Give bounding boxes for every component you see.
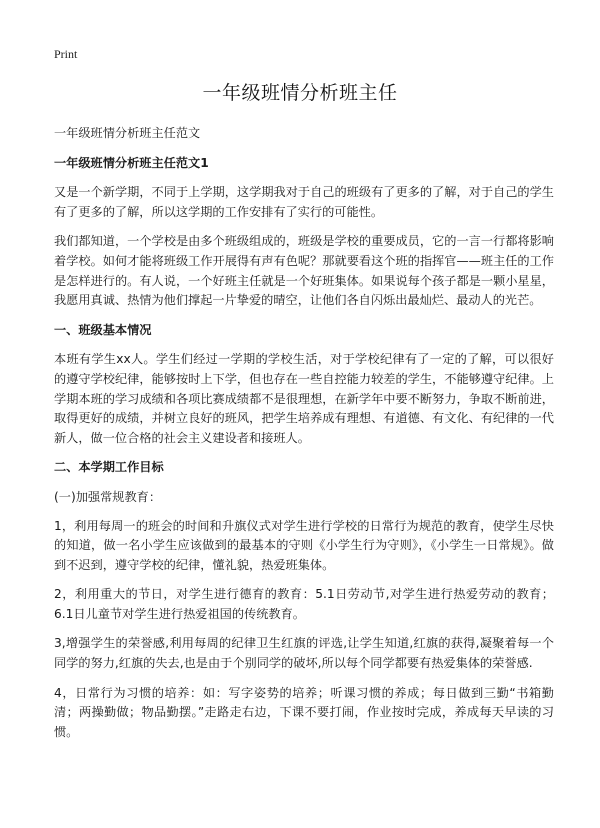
print-label: Print xyxy=(54,47,78,61)
section-heading-fanwen-1: 一年级班情分析班主任范文1 xyxy=(54,155,209,170)
list-item-routine-education: (一)加强常规教育： xyxy=(54,489,162,504)
document-body xyxy=(54,124,554,752)
list-item-3: 3,增强学生的荣誉感,利用每周的纪律卫生红旗的评选,让学生知道,红旗的获得,凝聚着每一个同学的努力,红旗的失去,也是由于个别同学的破坏,所以每个同学都要有热爱集体的荣誉感. xyxy=(54,636,554,671)
paragraph-2: 我们都知道，一个学校是由多个班级组成的，班级是学校的重要成员，它的一言一行都将影响着学校。如何才能将班级工作开展得有声有色呢？那就要看这个班的指挥官——班主任的工作是怎样进行的。有人说，一个好班主任就是一个好班集体。如果说每个孩子都是一颗小星星，我愿用真诚、热情为他们撑起一片挚爱的晴空，让他们各自闪烁出最灿烂、最动人的光芒。 xyxy=(54,234,554,308)
paragraph-3: 本班有学生xx人。学生们经过一学期的学校生活，对于学校纪律有了一定的了解，可以很好的遵守学校纪律，能够按时上下学，但也存在一些自控能力较差的学生，不能够遵守纪律。上学期本班的学习成绩和各项比赛成绩都不是很理想，在新学年中要不断努力，争取不断前进，取得更好的成绩，并树立良好的班风，把学生培养成有理想、有道德、有文化、有纪律的一代新人，做一位合格的社会主义建设者和接班人。 xyxy=(54,352,554,445)
subtitle: 一年级班情分析班主任范文 xyxy=(54,126,201,140)
list-item-1: 1，利用每周一的班会的时间和升旗仪式对学生进行学校的日常行为规范的教育，使学生尽快的知道，做一名小学生应该做到的最基本的守则《小学生行为守则》，《小学生一日常规》。做到不迟到，遵守学校的纪律，懂礼貌，热爱班集体。 xyxy=(54,518,554,572)
paragraph-1: 又是一个新学期，不同于上学期，这学期我对于自己的班级有了更多的了解，对于自己的学生有了更多的了解，所以这学期的工作安排有了实行的可能性。 xyxy=(54,185,554,219)
list-item-4: 4，日常行为习惯的培养：如：写字姿势的培养；听课习惯的养成；每日做到三勤“书箱勤清；两操勤做；物品勤摆。”走路走右边，下课不要打闹，作业按时完成，养成每天早读的习惯。 xyxy=(54,685,554,739)
page-title: 一年级班情分析班主任 xyxy=(202,82,398,104)
list-item-2: 2，利用重大的节日，对学生进行德育的教育：5.1日劳动节,对学生进行热爱劳动的教育；6.1日儿童节对学生进行热爱祖国的传统教育。 xyxy=(54,587,554,621)
section-heading-work-goals: 二、本学期工作目标 xyxy=(54,460,164,475)
section-heading-class-situation: 一、班级基本情况 xyxy=(54,322,152,337)
